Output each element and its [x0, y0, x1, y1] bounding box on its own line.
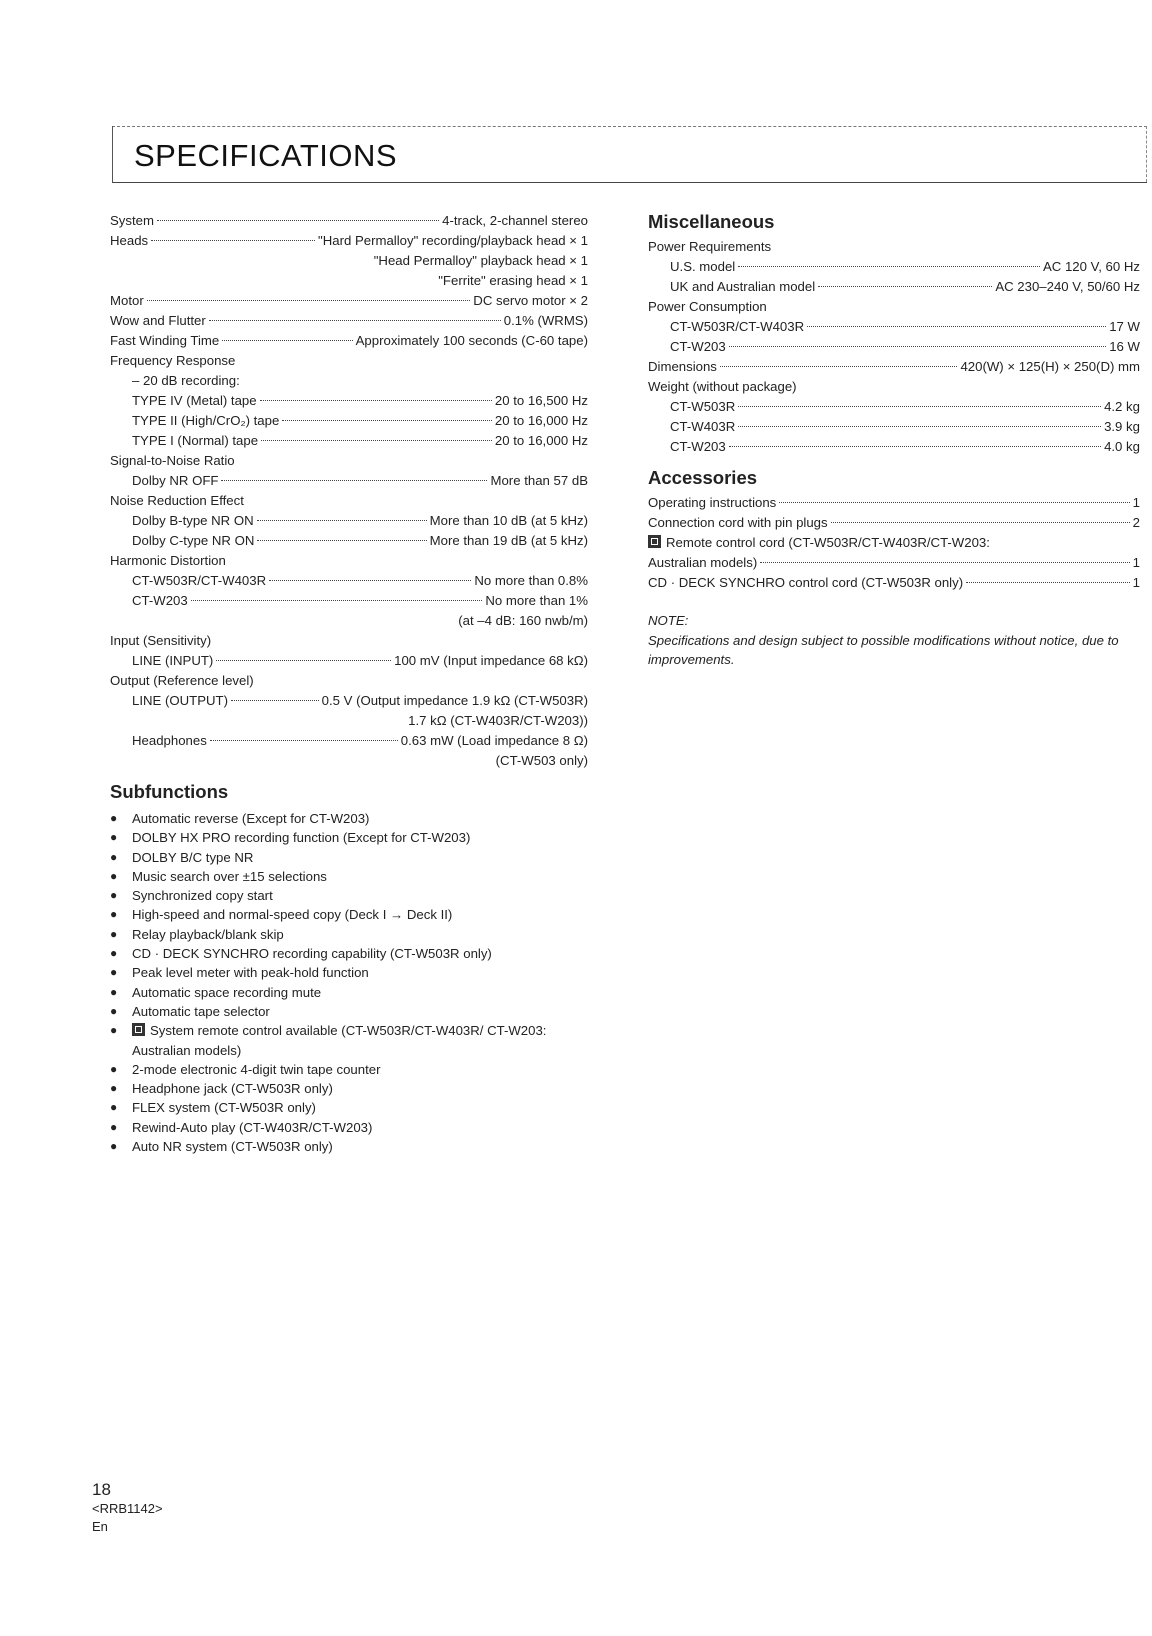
misc-label: CT-W203	[670, 439, 726, 454]
spec-row	[110, 531, 588, 551]
misc-value: AC 230–240 V, 50/60 Hz	[995, 279, 1140, 294]
misc-label: CT-W403R	[670, 419, 736, 434]
misc-row	[648, 437, 1140, 457]
spec-label: Dolby B-type NR ON	[132, 513, 254, 528]
spec-row	[110, 311, 588, 331]
bullet-icon: ●	[110, 946, 118, 961]
spec-value: 0.63 mW (Load impedance 8 Ω)	[400, 733, 588, 748]
spec-subheading: Frequency Response	[110, 353, 236, 368]
spec-value: "Hard Permalloy" recording/playback head × 1	[318, 233, 588, 248]
spec-continuation: "Ferrite" erasing head × 1	[438, 273, 588, 288]
accessories-list	[648, 493, 1140, 593]
header-rule-left	[112, 126, 113, 182]
spec-row	[110, 211, 588, 231]
misc-value: 17 W	[1109, 319, 1140, 334]
misc-row	[648, 337, 1140, 357]
subfunction-item	[110, 1002, 588, 1021]
spec-label: Wow and Flutter	[110, 313, 206, 328]
spec-row	[110, 391, 588, 411]
misc-row	[648, 417, 1140, 437]
accessory-row	[648, 553, 1140, 573]
subfunction-item	[110, 963, 588, 982]
dot-leader	[231, 700, 319, 701]
spec-value: 0.1% (WRMS)	[503, 313, 588, 328]
language-code: En	[92, 1519, 108, 1534]
spec-subheading: Input (Sensitivity)	[110, 633, 212, 648]
subfunction-item	[110, 905, 588, 924]
spec-row	[110, 511, 588, 531]
header-rule-bottom	[112, 182, 1147, 183]
spec-row	[110, 231, 588, 251]
spec-label: LINE (INPUT)	[132, 653, 214, 668]
subfunction-item	[110, 828, 588, 847]
right-column	[648, 211, 1140, 669]
misc-value: 4.0 kg	[1104, 439, 1140, 454]
spec-continuation: (at –4 dB: 160 nwb/m)	[458, 613, 588, 628]
spec-label: TYPE II (High/CrO₂) tape	[132, 413, 280, 428]
subfunction-text: Peak level meter with peak-hold function	[132, 965, 369, 981]
misc-subheading: Weight (without package)	[648, 379, 797, 394]
page-title: SPECIFICATIONS	[134, 138, 398, 173]
spec-continuation: (CT-W503 only)	[495, 753, 588, 768]
dot-leader	[729, 446, 1101, 447]
dot-leader	[257, 540, 426, 541]
bullet-icon: ●	[110, 1003, 118, 1018]
dot-leader	[720, 366, 958, 367]
left-column	[110, 211, 588, 1156]
accessory-value: 1	[1132, 495, 1140, 510]
subfunction-item	[110, 886, 588, 905]
misc-label: CT-W203	[670, 339, 726, 354]
dot-leader	[222, 340, 352, 341]
misc-label: Dimensions	[648, 359, 717, 374]
misc-value: 3.9 kg	[1104, 419, 1140, 434]
dot-leader	[260, 400, 492, 401]
subfunction-item	[110, 983, 588, 1002]
misc-list	[648, 237, 1140, 457]
model-code: <RRB1142>	[92, 1501, 163, 1516]
spec-value: 0.5 V (Output impedance 1.9 kΩ (CT-W503R)	[321, 693, 588, 708]
bullet-icon: ●	[110, 1119, 118, 1134]
accessory-value: 2	[1132, 515, 1140, 530]
spec-label: System	[110, 213, 154, 228]
dot-leader	[269, 580, 471, 581]
spec-row	[110, 431, 588, 451]
spec-label: CT-W203	[132, 593, 188, 608]
accessory-row	[648, 573, 1140, 593]
subfunction-text: Rewind-Auto play (CT-W403R/CT-W203)	[132, 1119, 373, 1135]
spec-subheading: Noise Reduction Effect	[110, 493, 244, 508]
spec-row	[110, 411, 588, 431]
spec-row	[110, 471, 588, 491]
dot-leader	[221, 480, 487, 481]
accessory-value: 1	[1132, 555, 1140, 570]
subfunction-item	[110, 848, 588, 867]
accessory-row	[648, 493, 1140, 513]
dot-leader	[261, 440, 492, 441]
subfunction-text: Headphone jack (CT-W503R only)	[132, 1081, 333, 1097]
spec-label: Fast Winding Time	[110, 333, 220, 348]
spec-value: No more than 0.8%	[474, 573, 588, 588]
bullet-icon: ●	[110, 1061, 118, 1076]
spec-row	[110, 331, 588, 351]
misc-row	[648, 277, 1140, 297]
dot-leader	[210, 740, 398, 741]
dot-leader	[779, 502, 1129, 503]
bullet-icon: ●	[110, 868, 118, 883]
bullet-icon: ●	[110, 1023, 118, 1038]
bullet-icon: ●	[110, 965, 118, 980]
spec-value: 20 to 16,000 Hz	[494, 433, 588, 448]
accessory-label: Connection cord with pin plugs	[648, 515, 828, 530]
page-footer	[92, 1480, 163, 1536]
dot-leader	[966, 582, 1130, 583]
spec-row	[110, 731, 588, 751]
dot-leader	[147, 300, 471, 301]
subfunction-item	[110, 1098, 588, 1117]
bullet-icon: ●	[110, 1081, 118, 1096]
spec-subheading: Signal-to-Noise Ratio	[110, 453, 235, 468]
header-rule-right	[1146, 126, 1147, 182]
spec-value: More than 10 dB (at 5 kHz)	[429, 513, 588, 528]
dot-leader	[831, 522, 1130, 523]
accessory-label: CD · DECK SYNCHRO control cord (CT-W503R only)	[648, 575, 964, 590]
bullet-icon: ●	[110, 1100, 118, 1115]
spec-value: 100 mV (Input impedance 68 kΩ)	[394, 653, 588, 668]
dot-leader	[807, 326, 1106, 327]
remote-control-icon	[132, 1023, 145, 1036]
subfunction-text: Auto NR system (CT-W503R only)	[132, 1139, 333, 1155]
misc-value: AC 120 V, 60 Hz	[1042, 259, 1140, 274]
misc-row	[648, 257, 1140, 277]
subfunctions-list	[110, 809, 588, 1156]
spec-value: More than 57 dB	[490, 473, 588, 488]
dot-leader	[257, 520, 427, 521]
misc-label: CT-W503R/CT-W403R	[670, 319, 805, 334]
subfunction-item	[110, 809, 588, 828]
dot-leader	[760, 562, 1129, 563]
accessory-value: 1	[1132, 575, 1140, 590]
accessory-row	[648, 513, 1140, 533]
subfunction-text: FLEX system (CT-W503R only)	[132, 1100, 316, 1116]
spec-continuation: 1.7 kΩ (CT-W403R/CT-W203))	[408, 713, 588, 728]
subfunction-text: Automatic tape selector	[132, 1003, 270, 1019]
misc-subheading: Power Consumption	[648, 299, 767, 314]
bullet-icon: ●	[110, 888, 118, 903]
spec-value: 4-track, 2-channel stereo	[442, 213, 588, 228]
spec-value: No more than 1%	[485, 593, 588, 608]
subfunction-item	[110, 1079, 588, 1098]
dot-leader	[738, 266, 1040, 267]
accessory-subheading: Remote control cord (CT-W503R/CT-W403R/CT-W203:	[648, 533, 1140, 553]
bullet-icon: ●	[110, 849, 118, 864]
misc-row	[648, 397, 1140, 417]
spec-continuation: "Head Permalloy" playback head × 1	[373, 253, 588, 268]
spec-value: 20 to 16,500 Hz	[494, 393, 588, 408]
dot-leader	[151, 240, 315, 241]
specs-list	[110, 211, 588, 771]
dot-leader	[729, 346, 1107, 347]
spec-subheading: Harmonic Distortion	[110, 553, 226, 568]
dot-leader	[738, 406, 1101, 407]
subfunction-text: CD · DECK SYNCHRO recording capability (CT-W503R only)	[132, 946, 492, 962]
spec-row	[110, 291, 588, 311]
dot-leader	[216, 660, 391, 661]
spec-row	[110, 571, 588, 591]
misc-value: 420(W) × 125(H) × 250(D) mm	[960, 359, 1140, 374]
subfunction-text: Synchronized copy start	[132, 888, 273, 904]
misc-row	[648, 357, 1140, 377]
bullet-icon: ●	[110, 984, 118, 999]
accessory-label: Australian models)	[648, 555, 758, 570]
spec-value: More than 19 dB (at 5 kHz)	[429, 533, 588, 548]
note-heading: NOTE:	[648, 613, 689, 628]
subfunction-text: Relay playback/blank skip	[132, 926, 284, 942]
spec-label: TYPE IV (Metal) tape	[132, 393, 257, 408]
misc-value: 4.2 kg	[1104, 399, 1140, 414]
spec-value: Approximately 100 seconds (C-60 tape)	[355, 333, 588, 348]
spec-value: DC servo motor × 2	[473, 293, 588, 308]
misc-row	[648, 317, 1140, 337]
spec-label: LINE (OUTPUT)	[132, 693, 228, 708]
spec-value: 20 to 16,000 Hz	[494, 413, 588, 428]
bullet-icon: ●	[110, 1139, 118, 1154]
subfunction-text: Music search over ±15 selections	[132, 868, 327, 884]
spec-row	[110, 591, 588, 611]
subfunction-text: System remote control available (CT-W503R/CT-W403R/ CT-W203: Australian models)	[132, 1023, 547, 1058]
spec-label: Headphones	[132, 733, 207, 748]
subfunction-text: Automatic space recording mute	[132, 984, 322, 1000]
dot-leader	[282, 420, 492, 421]
dot-leader	[818, 286, 992, 287]
spec-subheading: – 20 dB recording:	[132, 373, 240, 388]
misc-label: UK and Australian model	[670, 279, 816, 294]
subfunction-text: DOLBY HX PRO recording function (Except for CT-W203)	[132, 830, 471, 846]
spec-label: CT-W503R/CT-W403R	[132, 573, 267, 588]
subfunction-item	[110, 1137, 588, 1156]
bullet-icon: ●	[110, 811, 118, 825]
header-rule-top	[112, 126, 1147, 127]
spec-row	[110, 691, 588, 711]
bullet-icon: ●	[110, 907, 118, 922]
spec-label: TYPE I (Normal) tape	[132, 433, 259, 448]
spec-label: Dolby NR OFF	[132, 473, 219, 488]
page-number: 18	[92, 1480, 111, 1499]
subfunction-item	[110, 925, 588, 944]
dot-leader	[738, 426, 1101, 427]
dot-leader	[191, 600, 483, 601]
misc-value: 16 W	[1109, 339, 1140, 354]
note-text: Specifications and design subject to possible modifications without notice, due to improvements.	[648, 633, 1119, 667]
accessory-label: Operating instructions	[648, 495, 777, 510]
spec-row	[110, 651, 588, 671]
subfunction-item	[110, 1021, 588, 1060]
misc-heading: Miscellaneous	[648, 211, 775, 232]
subfunction-item	[110, 867, 588, 886]
bullet-icon: ●	[110, 926, 118, 941]
remote-control-icon	[648, 535, 661, 548]
subfunction-text: 2-mode electronic 4-digit twin tape counter	[132, 1061, 381, 1077]
misc-label: CT-W503R	[670, 399, 736, 414]
misc-label: U.S. model	[670, 259, 736, 274]
subfunctions-heading: Subfunctions	[110, 781, 229, 802]
spec-label: Dolby C-type NR ON	[132, 533, 255, 548]
subfunction-item	[110, 944, 588, 963]
spec-label: Motor	[110, 293, 144, 308]
subfunction-text: Automatic reverse (Except for CT-W203)	[132, 811, 370, 826]
subfunction-item	[110, 1060, 588, 1079]
subfunction-item	[110, 1118, 588, 1137]
spec-label: Heads	[110, 233, 149, 248]
subfunction-text: DOLBY B/C type NR	[132, 849, 254, 865]
misc-subheading: Power Requirements	[648, 239, 772, 254]
dot-leader	[157, 220, 439, 221]
bullet-icon: ●	[110, 830, 118, 845]
spec-subheading: Output (Reference level)	[110, 673, 254, 688]
accessories-heading: Accessories	[648, 467, 758, 488]
dot-leader	[209, 320, 501, 321]
subfunction-text: High-speed and normal-speed copy (Deck I → Deck II)	[132, 907, 453, 923]
